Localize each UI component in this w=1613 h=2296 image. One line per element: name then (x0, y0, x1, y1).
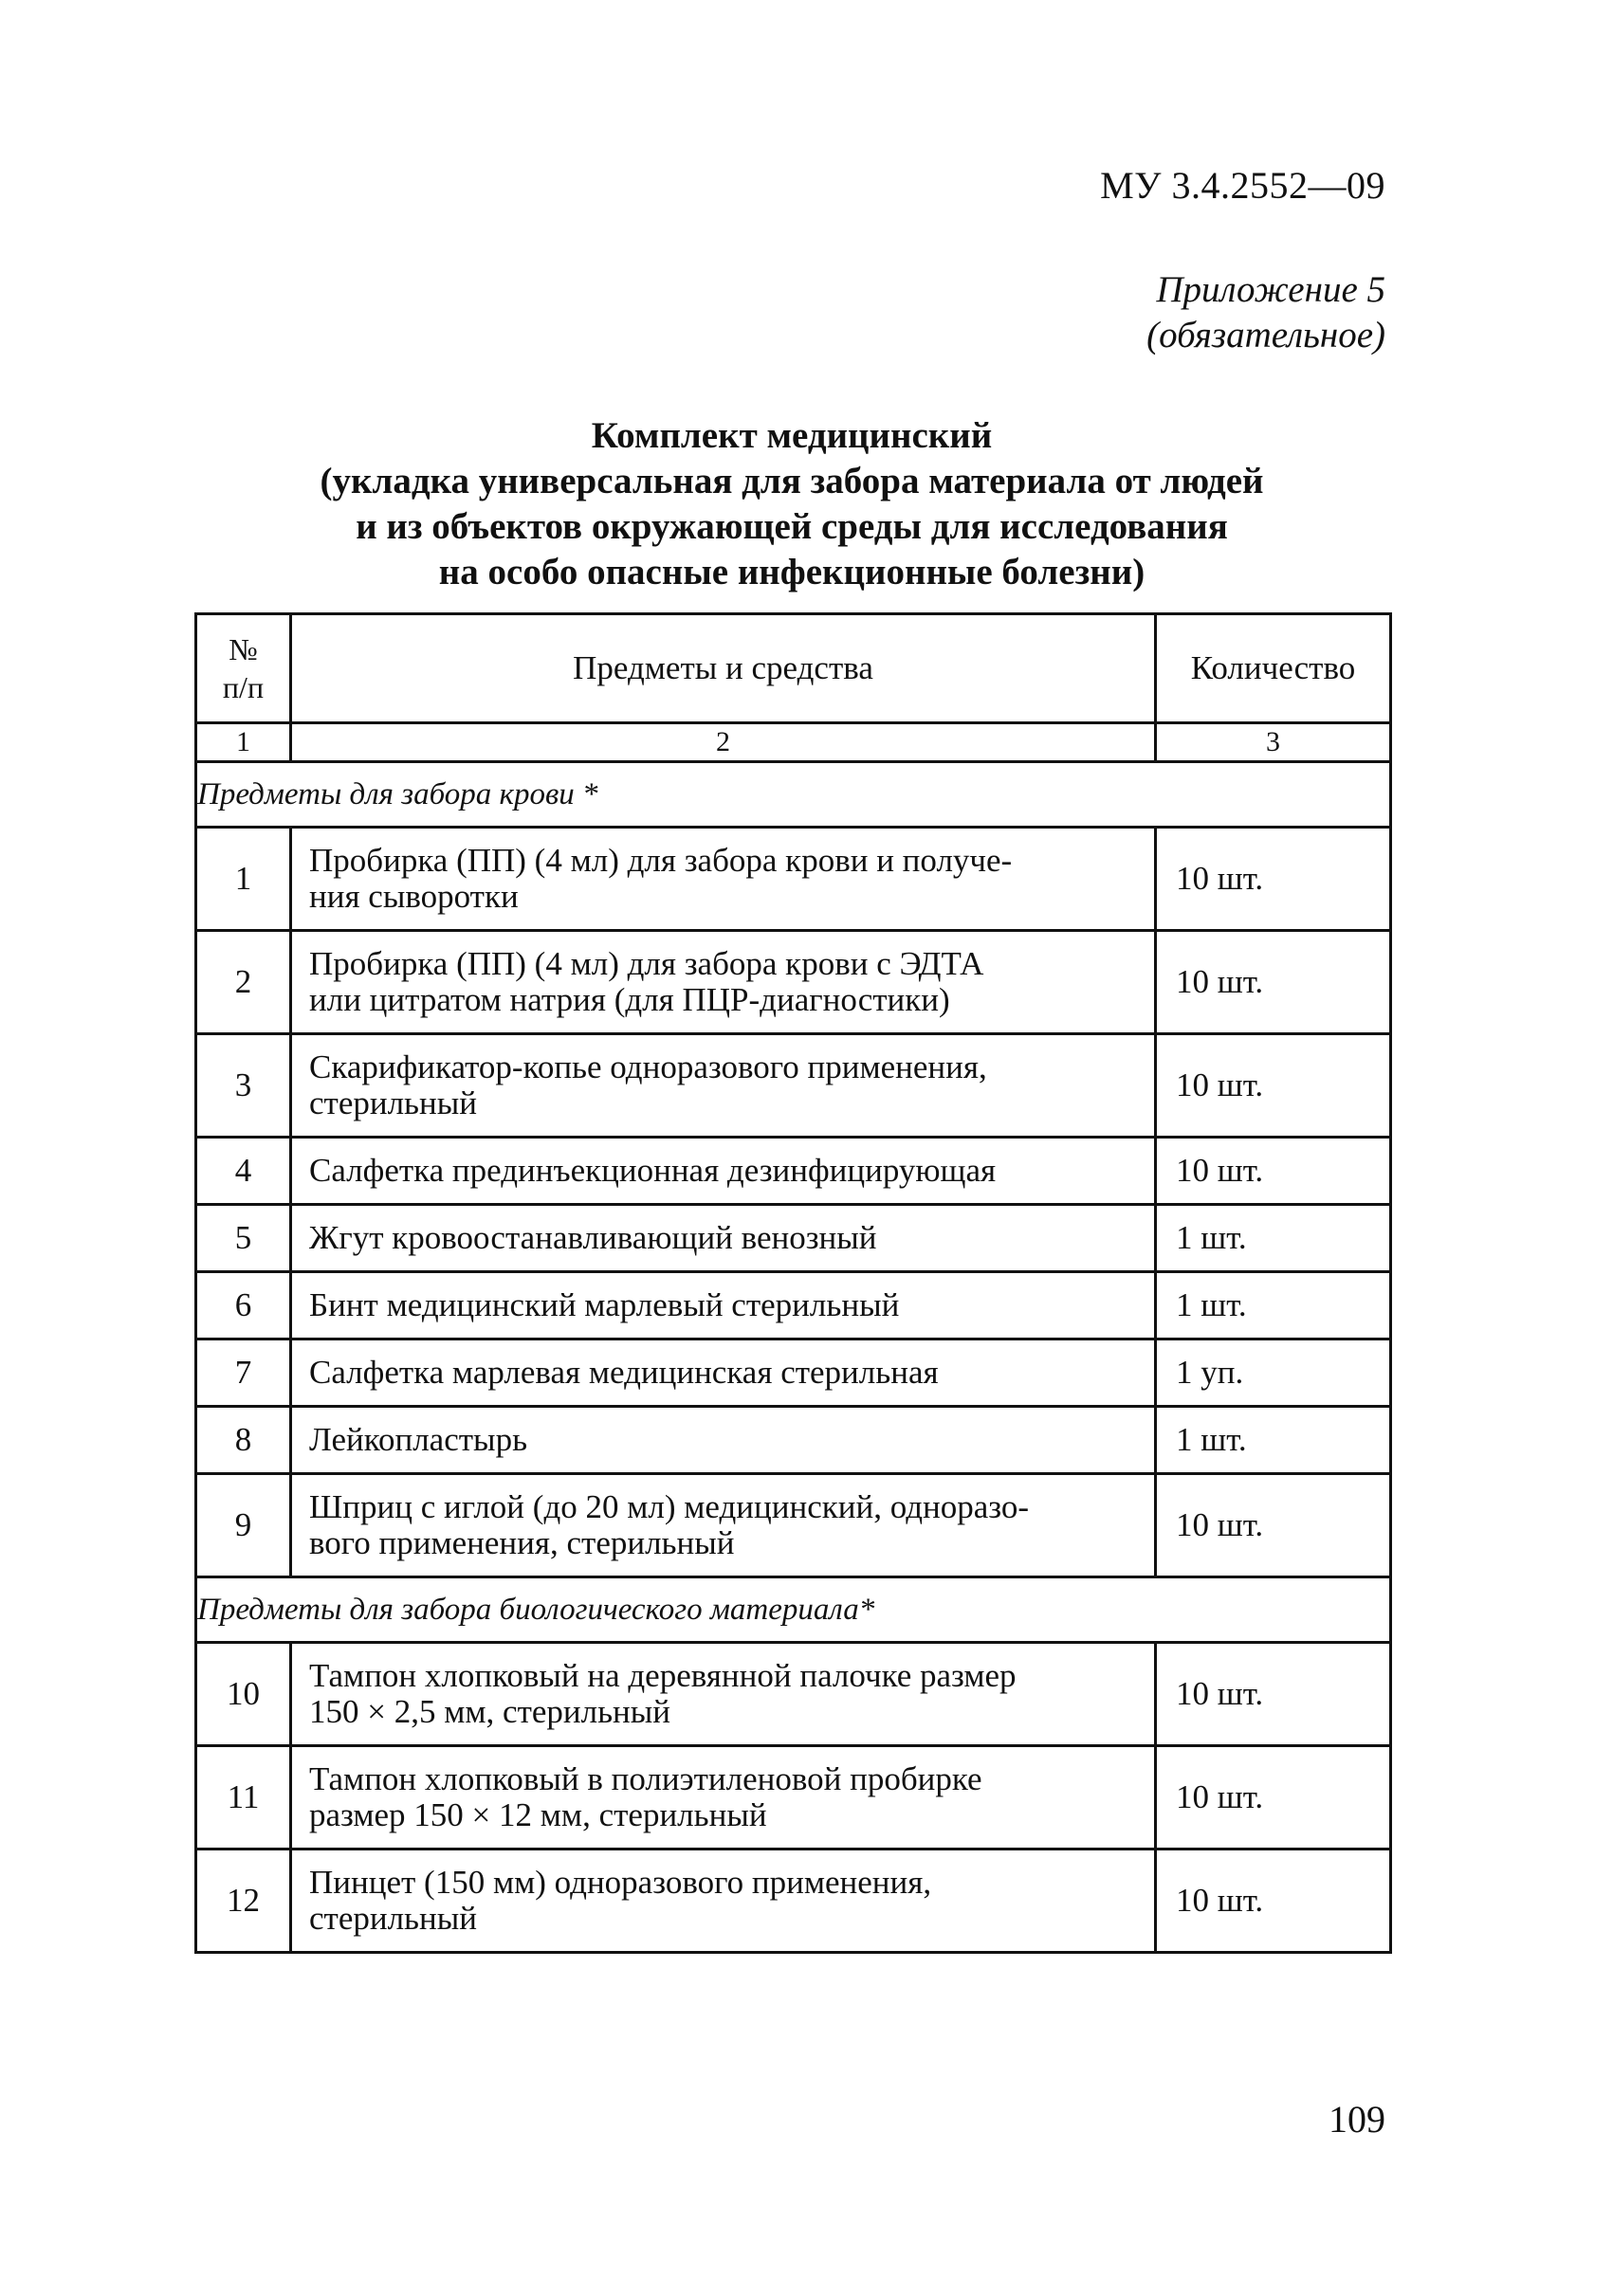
row-item (291, 931, 1156, 1034)
row-number: 2 (196, 931, 291, 1034)
header-number-symbol: № (229, 632, 258, 666)
title-line: Комплект медицинский (591, 415, 993, 456)
row-quantity: 1 шт. (1156, 1205, 1391, 1272)
row-quantity: 10 шт. (1156, 1474, 1391, 1577)
section-heading: Предметы для забора крови * (196, 762, 1391, 828)
row-number: 10 (196, 1643, 291, 1746)
table-row (196, 1746, 1391, 1850)
document-title (194, 413, 1389, 595)
header-item: Предметы и средства (291, 614, 1156, 723)
section-row-biomaterial (196, 1577, 1391, 1643)
table-row (196, 1643, 1391, 1746)
header-number-abbr: п/п (222, 670, 265, 704)
table-row (196, 1272, 1391, 1339)
row-quantity: 10 шт. (1156, 1850, 1391, 1953)
row-item-line: стерильный (309, 1084, 477, 1121)
row-item (291, 1034, 1156, 1138)
row-item-line: Пробирка (ПП) (4 мл) для забора крови и получе- (309, 842, 1013, 879)
row-quantity: 1 шт. (1156, 1407, 1391, 1474)
column-index-row (196, 723, 1391, 762)
row-item (291, 1850, 1156, 1953)
title-line: (укладка универсальная для забора материала от людей (320, 461, 1264, 501)
table-row (196, 1407, 1391, 1474)
section-heading: Предметы для забора биологического материала* (196, 1577, 1391, 1643)
row-item-line: Скарификатор-копье одноразового применения, (309, 1048, 987, 1085)
row-number: 6 (196, 1272, 291, 1339)
row-item (291, 1474, 1156, 1577)
table-row (196, 1205, 1391, 1272)
appendix-status: (обязательное) (1146, 315, 1385, 355)
column-index: 2 (291, 723, 1156, 762)
row-item-line: 150 × 2,5 мм, стерильный (309, 1693, 671, 1730)
appendix-number: Приложение 5 (1156, 269, 1385, 310)
row-quantity: 10 шт. (1156, 1138, 1391, 1205)
row-item-line: размер 150 × 12 мм, стерильный (309, 1796, 767, 1833)
row-number: 9 (196, 1474, 291, 1577)
table-row (196, 1339, 1391, 1407)
row-item-line: Тампон хлопковый в полиэтиленовой пробирке (309, 1760, 982, 1797)
table-row (196, 931, 1391, 1034)
row-quantity: 10 шт. (1156, 1034, 1391, 1138)
appendix-label (1146, 267, 1385, 358)
table-row (196, 1138, 1391, 1205)
row-item (291, 1746, 1156, 1850)
row-quantity: 10 шт. (1156, 1746, 1391, 1850)
row-number: 11 (196, 1746, 291, 1850)
row-quantity: 1 шт. (1156, 1272, 1391, 1339)
row-item: Жгут кровоостанавливающий венозный (291, 1205, 1156, 1272)
row-item-line: или цитратом натрия (для ПЦР-диагностики) (309, 981, 950, 1018)
table-row (196, 1850, 1391, 1953)
row-item: Салфетка марлевая медицинская стерильная (291, 1339, 1156, 1407)
row-item-line: Пинцет (150 мм) одноразового применения, (309, 1864, 932, 1901)
row-item-line: стерильный (309, 1900, 477, 1937)
row-number: 7 (196, 1339, 291, 1407)
header-quantity: Количество (1156, 614, 1391, 723)
row-quantity: 1 уп. (1156, 1339, 1391, 1407)
row-quantity: 10 шт. (1156, 828, 1391, 931)
title-line: на особо опасные инфекционные болезни) (438, 552, 1146, 592)
table-row (196, 1474, 1391, 1577)
row-item: Салфетка прединъекционная дезинфицирующая (291, 1138, 1156, 1205)
page-number: 109 (1329, 2098, 1385, 2141)
row-item-line: Пробирка (ПП) (4 мл) для забора крови с ЭДТА (309, 945, 984, 982)
row-number: 4 (196, 1138, 291, 1205)
table-header-row (196, 614, 1391, 723)
row-number: 1 (196, 828, 291, 931)
column-index: 3 (1156, 723, 1391, 762)
row-item (291, 828, 1156, 931)
row-item (291, 1643, 1156, 1746)
row-item-line: вого применения, стерильный (309, 1524, 735, 1561)
title-line: и из объектов окружающей среды для исследования (356, 506, 1228, 547)
row-item-line: ния сыворотки (309, 878, 519, 915)
row-item-line: Тампон хлопковый на деревянной палочке размер (309, 1657, 1017, 1694)
row-item: Бинт медицинский марлевый стерильный (291, 1272, 1156, 1339)
row-number: 5 (196, 1205, 291, 1272)
column-index: 1 (196, 723, 291, 762)
table-row (196, 828, 1391, 931)
row-quantity: 10 шт. (1156, 931, 1391, 1034)
row-number: 8 (196, 1407, 291, 1474)
row-quantity: 10 шт. (1156, 1643, 1391, 1746)
row-number: 3 (196, 1034, 291, 1138)
table-row (196, 1034, 1391, 1138)
document-code: МУ 3.4.2552—09 (1100, 164, 1385, 207)
header-number (196, 614, 291, 723)
row-item: Лейкопластырь (291, 1407, 1156, 1474)
section-row-blood (196, 762, 1391, 828)
row-number: 12 (196, 1850, 291, 1953)
items-table (194, 612, 1392, 1954)
row-item-line: Шприц с иглой (до 20 мл) медицинский, одноразо- (309, 1488, 1030, 1525)
